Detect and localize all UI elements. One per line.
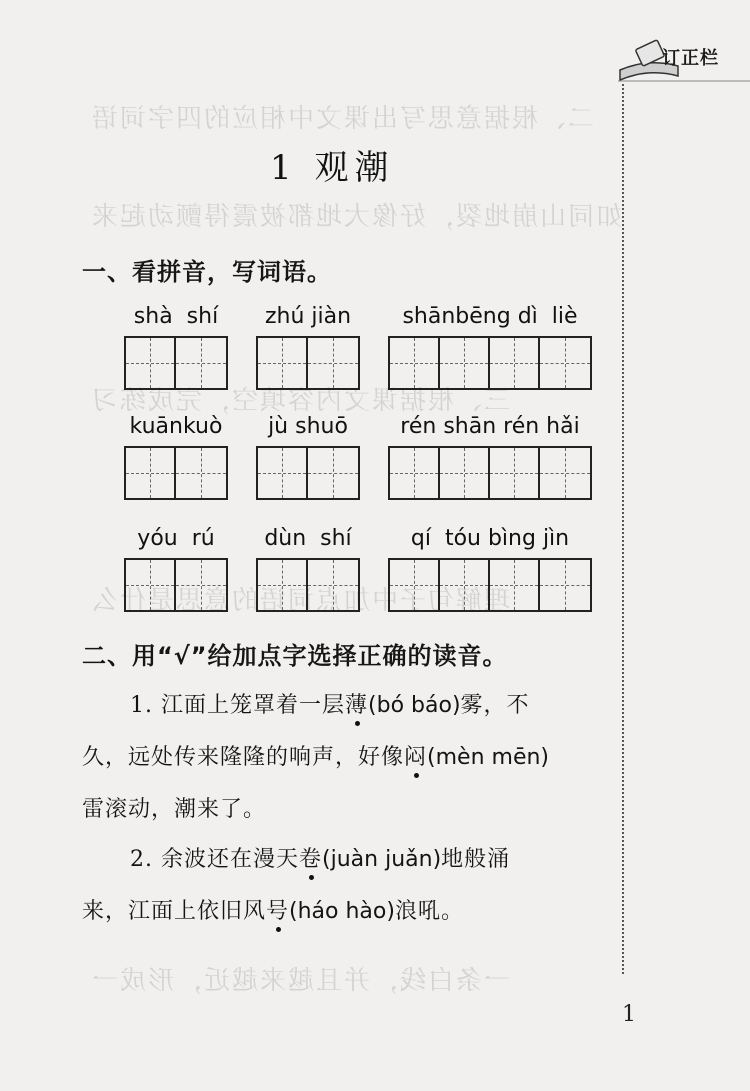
writing-grid[interactable] <box>256 446 360 500</box>
reading-options[interactable]: (mèn mēn) <box>427 745 550 770</box>
question-text: 来，江面上依旧风 <box>82 899 267 924</box>
dotted-character: 薄 <box>345 693 369 718</box>
pinyin-label: rén shān rén hǎi <box>400 414 580 439</box>
question-text: 久，远处传来隆隆的响声，好像 <box>82 745 405 770</box>
bleed-through-text: 如同山崩地裂，好像大地都被震得颤动起来 <box>90 202 623 232</box>
word-item <box>124 414 228 500</box>
writing-grid[interactable] <box>256 558 360 612</box>
writing-grid[interactable] <box>124 336 228 390</box>
pinyin-label: shà shí <box>133 304 219 329</box>
pinyin-label: jù shuō <box>268 414 348 439</box>
bleed-through-text: 三、根据课文内容填空，完成练习 <box>90 386 511 416</box>
word-item <box>256 304 360 390</box>
word-item <box>388 304 592 390</box>
writing-grid[interactable] <box>388 558 592 612</box>
pinyin-label: shānbēng dì liè <box>402 304 578 329</box>
word-item <box>124 526 228 612</box>
writing-grid[interactable] <box>256 336 360 390</box>
writing-grid[interactable] <box>388 336 592 390</box>
question-number: 1. <box>130 693 153 718</box>
word-item <box>388 526 592 612</box>
section-heading-2: 二、用“√”给加点字选择正确的读音。 <box>82 642 508 670</box>
word-item <box>124 304 228 390</box>
word-item <box>256 526 360 612</box>
bleed-through-text: 一条白线，并且越来越近，形成一 <box>90 966 511 996</box>
question-text: 浪吼。 <box>394 899 464 924</box>
question-number: 2. <box>130 847 153 872</box>
question-text: 余波还在漫天 <box>161 847 300 872</box>
question-text: 江面上笼罩着一层 <box>161 693 346 718</box>
pinyin-label: qí tóu bìng jìn <box>410 526 570 551</box>
writing-grid[interactable] <box>124 446 228 500</box>
correction-label: 订正栏 <box>662 48 719 69</box>
word-item <box>256 414 360 500</box>
pinyin-label: zhú jiàn <box>264 304 352 329</box>
pinyin-label: kuānkuò <box>129 414 223 439</box>
question-text: 雷滚动，潮来了。 <box>82 797 267 822</box>
bleed-through-text: 二、根据意思写出课文中相应的四字词语 <box>90 104 595 134</box>
question-text: 雾，不 <box>460 693 530 718</box>
reading-options[interactable]: (juàn juǎn) <box>322 847 442 872</box>
dotted-character: 闷 <box>404 745 428 770</box>
question-1 <box>82 680 612 836</box>
pinyin-label: yóu rú <box>137 526 215 551</box>
correction-divider <box>622 84 624 974</box>
dotted-character: 卷 <box>299 847 323 872</box>
dotted-character: 号 <box>266 899 290 924</box>
reading-options[interactable]: (háo hào) <box>289 899 395 924</box>
question-2 <box>82 834 612 938</box>
question-text: 地般涌 <box>441 847 511 872</box>
word-item <box>388 414 592 500</box>
writing-grid[interactable] <box>388 446 592 500</box>
writing-grid[interactable] <box>124 558 228 612</box>
lesson-title: 1 观潮 <box>270 148 395 188</box>
page-number: 1 <box>622 1002 636 1027</box>
section-heading-1: 一、看拼音，写词语。 <box>82 258 332 286</box>
reading-options[interactable]: (bó báo) <box>368 693 461 718</box>
bleed-through-text: 理解句子中加点词语的意思是什么 <box>90 586 511 616</box>
pinyin-label: dùn shí <box>264 526 352 551</box>
